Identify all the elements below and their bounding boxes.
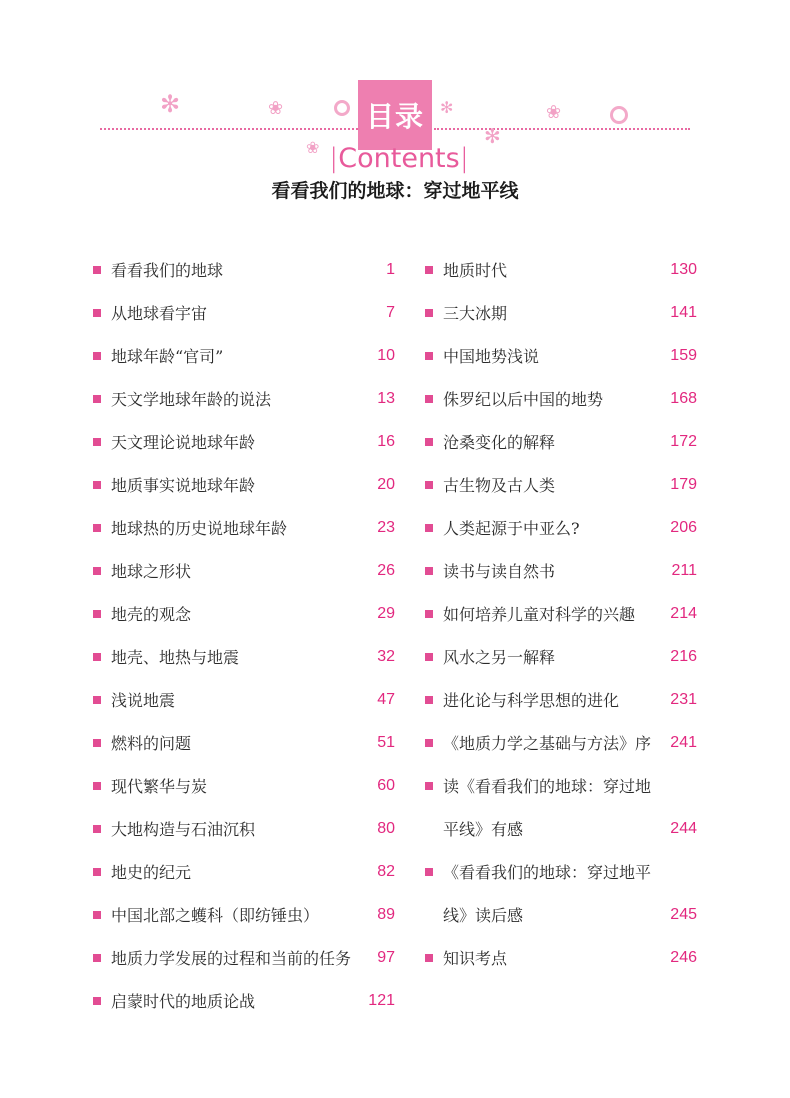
- toc-entry-page: 216: [670, 647, 697, 665]
- toc-entry-title: 中国地势浅说: [443, 347, 540, 366]
- bullet-square-icon: [425, 868, 433, 876]
- toc-entry-title: 《看看我们的地球：穿过地平: [443, 863, 652, 882]
- bullet-square-icon: [425, 610, 433, 618]
- toc-entry[interactable]: [93, 549, 395, 592]
- bullet-square-icon: [93, 911, 101, 919]
- toc-entry-page: 130: [670, 260, 697, 278]
- toc-entry-title: 进化论与科学思想的进化: [443, 691, 620, 710]
- bullet-square-icon: [425, 567, 433, 575]
- toc-entry-title: 天文理论说地球年龄: [111, 433, 256, 452]
- contents-title-box: [358, 80, 432, 150]
- toc-entry-page: 80: [377, 819, 395, 837]
- toc-entry-page: 211: [671, 561, 697, 579]
- toc-entry[interactable]: [93, 850, 395, 893]
- bullet-square-icon: [93, 567, 101, 575]
- toc-entry-page: 32: [377, 647, 395, 665]
- bullet-square-icon: [93, 868, 101, 876]
- toc-entry[interactable]: [425, 377, 697, 420]
- dotted-divider-left: [100, 128, 358, 130]
- toc-entry-page: 51: [377, 733, 395, 751]
- flower-icon: ✻: [160, 90, 181, 118]
- bullet-square-icon: [425, 696, 433, 704]
- toc-entry-title: 燃料的问题: [111, 734, 192, 753]
- toc-entry[interactable]: [93, 979, 395, 1022]
- toc-entry-page: 7: [386, 303, 395, 321]
- toc-entry-page: 13: [377, 389, 395, 407]
- bullet-square-icon: [425, 653, 433, 661]
- toc-entry[interactable]: [93, 420, 395, 463]
- flower-icon: ✻: [484, 124, 501, 148]
- toc-entry-page: 23: [377, 518, 395, 536]
- bullet-square-icon: [425, 739, 433, 747]
- bullet-square-icon: [425, 352, 433, 360]
- toc-entry-page: 10: [377, 346, 395, 364]
- toc-entry[interactable]: [425, 592, 697, 635]
- bullet-square-icon: [93, 266, 101, 274]
- toc-entry[interactable]: [93, 463, 395, 506]
- bullet-square-icon: [93, 825, 101, 833]
- toc-entry-title: 看看我们的地球: [111, 261, 224, 280]
- toc-entry-title: 中国北部之蠖科（即纺锤虫）: [111, 906, 320, 925]
- bullet-square-icon: [425, 954, 433, 962]
- toc-entry[interactable]: [425, 248, 697, 291]
- toc-entry[interactable]: [425, 936, 697, 979]
- toc-entry[interactable]: [425, 721, 697, 764]
- toc-entry-title: 读书与读自然书: [443, 562, 556, 581]
- toc-entry-page: 47: [377, 690, 395, 708]
- toc-entry[interactable]: [93, 334, 395, 377]
- toc-entry-title: 大地构造与石油沉积: [111, 820, 256, 839]
- toc-entry-page: 179: [670, 475, 697, 493]
- bullet-square-icon: [93, 739, 101, 747]
- toc-entry-page: 82: [377, 862, 395, 880]
- bullet-square-icon: [425, 438, 433, 446]
- toc-entry-title: 地球年龄“官司”: [111, 347, 224, 366]
- toc-entry[interactable]: [93, 291, 395, 334]
- toc-entry-title: 地球之形状: [111, 562, 192, 581]
- contents-title-cn: 目录: [365, 100, 424, 133]
- toc-entry-page: 20: [377, 475, 395, 493]
- dotted-divider-right: [434, 128, 690, 130]
- toc-entry-title: 沧桑变化的解释: [443, 433, 556, 452]
- toc-entry-title: 古生物及古人类: [443, 476, 556, 495]
- toc-entry-page: 168: [670, 389, 697, 407]
- toc-entry-page: 159: [670, 346, 697, 364]
- toc-entry[interactable]: [425, 850, 697, 893]
- bullet-square-icon: [93, 610, 101, 618]
- toc-entry-page: 60: [377, 776, 395, 794]
- toc-entry-title: 三大冰期: [443, 304, 508, 323]
- toc-entry-title: 地球热的历史说地球年龄: [111, 519, 288, 538]
- toc-entry[interactable]: [93, 807, 395, 850]
- toc-entry-title: 风水之另一解释: [443, 648, 556, 667]
- toc-entry[interactable]: [93, 764, 395, 807]
- toc-entry[interactable]: [93, 248, 395, 291]
- toc-entry-title: 启蒙时代的地质论战: [111, 992, 256, 1011]
- toc-entry-title: 地质力学发展的过程和当前的任务: [111, 949, 352, 968]
- toc-entry-title: 浅说地震: [111, 691, 176, 710]
- toc-column-right: [425, 248, 697, 979]
- toc-entry-page: 231: [670, 690, 697, 708]
- toc-entry[interactable]: [425, 764, 697, 807]
- toc-entry[interactable]: [93, 506, 395, 549]
- toc-entry-title: 线》读后感: [443, 906, 524, 925]
- toc-entry-page: 141: [670, 303, 697, 321]
- book-title: 看看我们的地球：穿过地平线: [271, 180, 519, 202]
- contents-word: Contents: [338, 143, 460, 174]
- toc-entry-title: 地壳的观念: [111, 605, 192, 624]
- bar-right: |: [459, 143, 469, 174]
- toc-entry-title: 地壳、地热与地震: [111, 648, 240, 667]
- bullet-square-icon: [425, 395, 433, 403]
- ring-icon: [610, 106, 628, 124]
- bar-left: |: [329, 143, 339, 174]
- toc-entry[interactable]: [425, 420, 697, 463]
- bullet-square-icon: [93, 352, 101, 360]
- toc-entry-title: 天文学地球年龄的说法: [111, 390, 272, 409]
- toc-entry-page: 89: [377, 905, 395, 923]
- bullet-square-icon: [93, 481, 101, 489]
- toc-entry-title: 读《看看我们的地球：穿过地: [443, 777, 652, 796]
- toc-entry-page: 16: [377, 432, 395, 450]
- flower-icon: ✻: [440, 98, 454, 117]
- flower-icon: ❀: [306, 138, 320, 157]
- toc-entry-title: 现代繁华与炭: [111, 777, 208, 796]
- ring-icon: [334, 100, 350, 116]
- bullet-square-icon: [425, 266, 433, 274]
- bullet-square-icon: [93, 997, 101, 1005]
- toc-entry-title: 从地球看宇宙: [111, 304, 208, 323]
- toc-entry-page: 214: [670, 604, 697, 622]
- contents-heading-en: [324, 143, 474, 174]
- bullet-square-icon: [93, 954, 101, 962]
- toc-entry[interactable]: [93, 721, 395, 764]
- toc-entry-page: 29: [377, 604, 395, 622]
- toc-entry[interactable]: [425, 893, 697, 936]
- bullet-square-icon: [93, 782, 101, 790]
- toc-entry[interactable]: [425, 506, 697, 549]
- bullet-square-icon: [425, 782, 433, 790]
- toc-entry-title: 地质时代: [443, 261, 508, 280]
- bullet-square-icon: [425, 524, 433, 532]
- toc-entry-title: 地史的纪元: [111, 863, 192, 882]
- toc-entry[interactable]: [93, 635, 395, 678]
- bullet-square-icon: [93, 653, 101, 661]
- toc-entry-title: 人类起源于中亚么?: [443, 519, 580, 538]
- toc-entry[interactable]: [425, 334, 697, 377]
- toc-entry-page: 1: [386, 260, 395, 278]
- toc-entry[interactable]: [425, 291, 697, 334]
- toc-entry-page: 241: [670, 733, 697, 751]
- toc-entry[interactable]: [425, 807, 697, 850]
- bullet-square-icon: [93, 309, 101, 317]
- toc-entry[interactable]: [93, 592, 395, 635]
- flower-icon: ❀: [268, 98, 284, 119]
- toc-entry[interactable]: [425, 678, 697, 721]
- toc-entry[interactable]: [93, 893, 395, 936]
- toc-entry-page: 246: [670, 948, 697, 966]
- bullet-square-icon: [425, 481, 433, 489]
- toc-entry-page: 172: [670, 432, 697, 450]
- toc-column-left: [93, 248, 395, 1022]
- bullet-square-icon: [93, 696, 101, 704]
- toc-entry-title: 侏罗纪以后中国的地势: [443, 390, 604, 409]
- bullet-square-icon: [425, 309, 433, 317]
- toc-entry[interactable]: [93, 377, 395, 420]
- toc-entry[interactable]: [425, 549, 697, 592]
- toc-entry[interactable]: [425, 635, 697, 678]
- bullet-square-icon: [93, 524, 101, 532]
- toc-entry-title: 如何培养儿童对科学的兴趣: [443, 605, 636, 624]
- toc-entry-page: 206: [670, 518, 697, 536]
- toc-entry-page: 244: [670, 819, 697, 837]
- toc-entry-title: 知识考点: [443, 949, 508, 968]
- toc-entry[interactable]: [93, 936, 395, 979]
- toc-entry-page: 121: [368, 991, 395, 1009]
- toc-entry[interactable]: [425, 463, 697, 506]
- bullet-square-icon: [93, 395, 101, 403]
- bullet-square-icon: [93, 438, 101, 446]
- toc-entry-title: 地质事实说地球年龄: [111, 476, 256, 495]
- toc-entry-title: 平线》有感: [443, 820, 524, 839]
- toc-entry-page: 97: [377, 948, 395, 966]
- toc-entry-page: 245: [670, 905, 697, 923]
- toc-entry[interactable]: [93, 678, 395, 721]
- flower-icon: ❀: [546, 102, 562, 123]
- toc-entry-page: 26: [377, 561, 395, 579]
- toc-entry-title: 《地质力学之基础与方法》序: [443, 734, 652, 753]
